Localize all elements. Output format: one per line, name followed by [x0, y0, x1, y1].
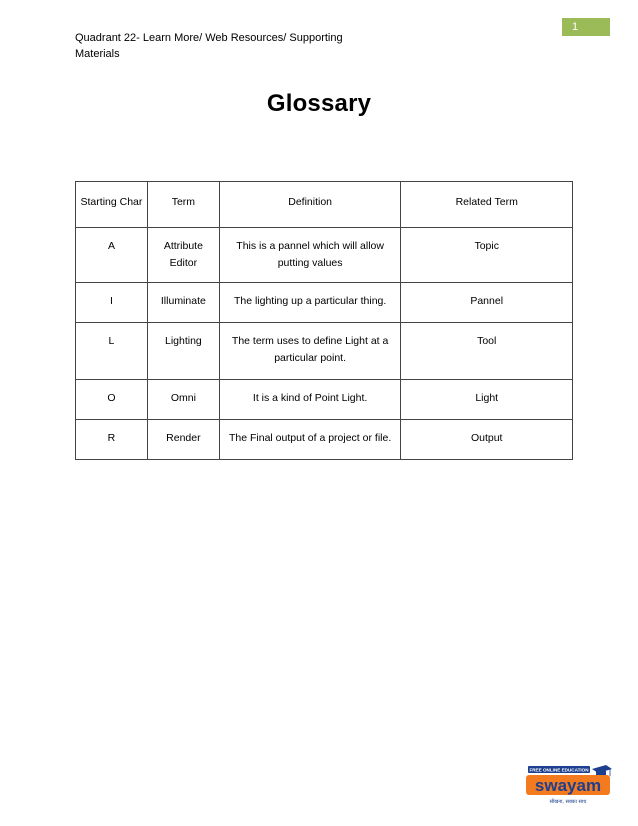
term-line: Attribute	[163, 240, 203, 252]
cell-definition: It is a kind of Point Light.	[219, 380, 401, 420]
cell-starting-char: O	[76, 380, 148, 420]
cell-starting-char: R	[76, 420, 148, 460]
logo-top-text: FREE ONLINE EDUCATION	[529, 767, 589, 773]
header-term: Term	[147, 182, 219, 228]
running-header-line-2: Materials	[75, 48, 120, 60]
cell-related-term: Topic	[401, 228, 573, 283]
page-title: Glossary	[266, 90, 372, 117]
table-row	[76, 420, 573, 460]
cell-term: Lighting	[147, 323, 219, 380]
cell-definition	[219, 228, 401, 283]
term-line: Editor	[169, 257, 198, 269]
cell-term	[147, 228, 219, 283]
header-starting-char: Starting Char	[76, 182, 148, 228]
table-row	[76, 323, 573, 380]
header-related-term: Related Term	[401, 182, 573, 228]
cell-term: Illuminate	[147, 283, 219, 323]
cell-definition	[219, 323, 401, 380]
table-row	[76, 228, 573, 283]
cell-starting-char: L	[76, 323, 148, 380]
cell-starting-char: A	[76, 228, 148, 283]
cell-term: Omni	[147, 380, 219, 420]
logo-brand-text: swayam	[534, 776, 602, 795]
cell-term: Render	[147, 420, 219, 460]
table-row	[76, 380, 573, 420]
table-row	[76, 283, 573, 323]
running-header	[75, 30, 365, 62]
definition-line: putting values	[277, 257, 343, 269]
definition-line: particular point.	[274, 352, 347, 364]
logo-tagline: सीखना, सबका साथ	[549, 799, 587, 805]
cell-definition: The Final output of a project or file.	[219, 420, 401, 460]
definition-line: This is a pannel which will allow	[236, 240, 384, 252]
cell-related-term: Pannel	[401, 283, 573, 323]
graduation-cap-icon	[592, 765, 612, 776]
cell-starting-char: I	[76, 283, 148, 323]
cell-related-term: Output	[401, 420, 573, 460]
header-definition: Definition	[219, 182, 401, 228]
definition-line: The term uses to define Light at a	[231, 335, 389, 347]
cell-definition: The lighting up a particular thing.	[219, 283, 401, 323]
table-header-row	[76, 182, 573, 228]
swayam-logo	[522, 762, 614, 806]
page-number: 1	[562, 18, 610, 36]
running-header-line-1: Quadrant 22- Learn More/ Web Resources/ Supporting	[75, 32, 343, 44]
glossary-table	[75, 181, 573, 460]
cell-related-term: Light	[401, 380, 573, 420]
cell-related-term: Tool	[401, 323, 573, 380]
